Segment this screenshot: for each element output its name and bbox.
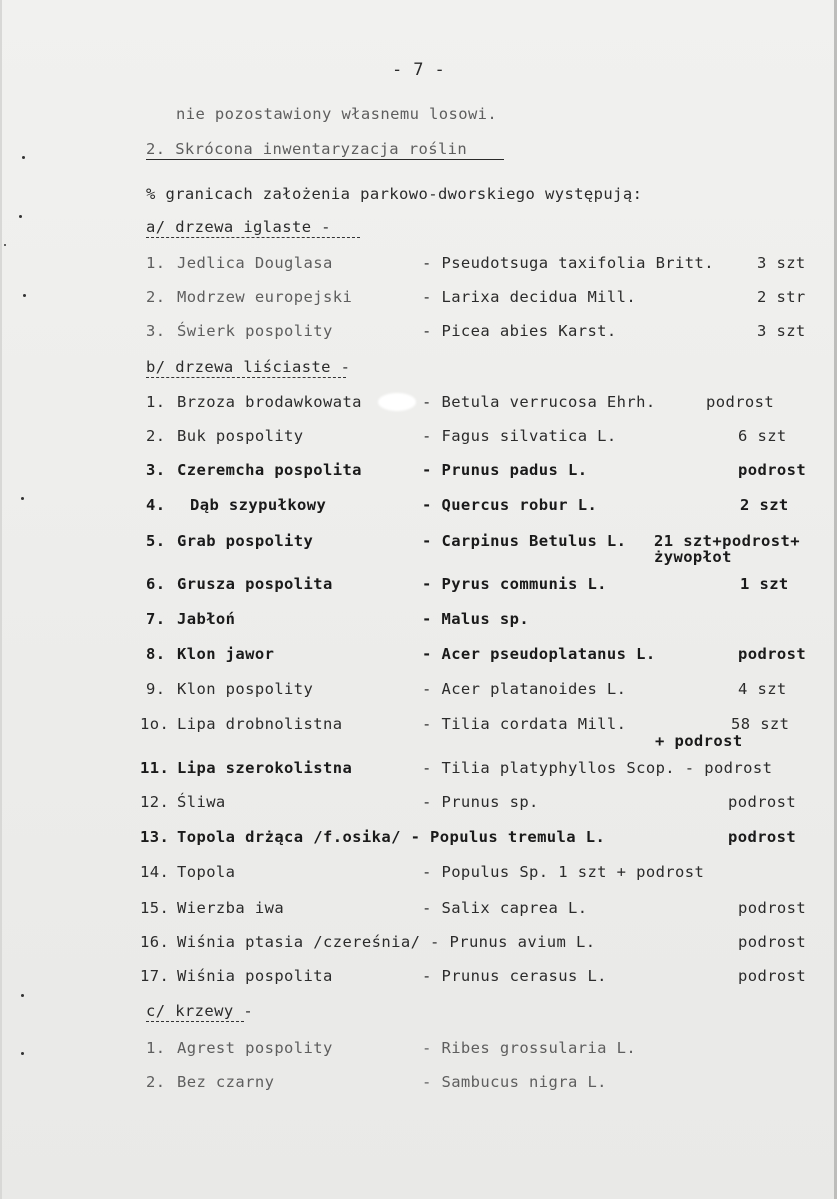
plant-name: Świerk pospolity bbox=[177, 322, 333, 340]
page-left-edge bbox=[0, 0, 2, 1199]
margin-speck bbox=[22, 156, 25, 159]
quantity: 3 szt bbox=[757, 254, 806, 272]
deciduous-heading: b/ drzewa liściaste - bbox=[146, 358, 351, 376]
intro-line: nie pozostawiony własnemu losowi. bbox=[176, 105, 498, 123]
plant-name: Klon pospolity bbox=[177, 680, 314, 698]
item-number: 3. bbox=[146, 322, 166, 340]
latin-name: - Prunus sp. bbox=[422, 793, 539, 811]
latin-name: - Prunus padus L. bbox=[422, 461, 588, 479]
margin-speck bbox=[21, 497, 24, 500]
plant-name: Brzoza brodawkowata bbox=[177, 393, 362, 411]
quantity: 2 str bbox=[757, 288, 806, 306]
margin-speck bbox=[19, 215, 22, 218]
plant-name: Agrest pospolity bbox=[177, 1039, 333, 1057]
plant-name: Jabłoń bbox=[177, 610, 236, 628]
latin-name: - Malus sp. bbox=[422, 610, 530, 628]
margin-speck bbox=[4, 244, 6, 246]
item-number: 1o. bbox=[140, 715, 170, 733]
plant-name: Lipa drobnolistna bbox=[177, 715, 343, 733]
latin-name: - Carpinus Betulus L. bbox=[422, 532, 627, 550]
shrubs-heading: c/ krzewy - bbox=[146, 1002, 254, 1020]
item-number: 3. bbox=[146, 461, 166, 479]
conifers-heading: a/ drzewa iglaste - bbox=[146, 218, 360, 238]
quantity: podrost bbox=[738, 899, 807, 917]
item-number: 15. bbox=[140, 899, 170, 917]
latin-name: - Salix caprea L. bbox=[422, 899, 588, 917]
paper-blemish bbox=[378, 393, 416, 411]
quantity: podrost bbox=[728, 793, 797, 811]
quantity: podrost bbox=[728, 828, 797, 846]
latin-name: - Pseudotsuga taxifolia Britt. bbox=[422, 254, 714, 272]
item-number: 1. bbox=[146, 254, 166, 272]
quantity: 3 szt bbox=[757, 322, 806, 340]
item-number: 12. bbox=[140, 793, 170, 811]
quantity: podrost bbox=[738, 967, 807, 985]
plant-name: Topola drżąca /f.osika/ - Populus tremula L. bbox=[177, 828, 606, 846]
latin-name: - Tilia cordata Mill. bbox=[422, 715, 627, 733]
latin-name: - Quercus robur L. bbox=[422, 496, 598, 514]
item-number: 14. bbox=[140, 863, 170, 881]
plant-name: Topola bbox=[177, 863, 236, 881]
margin-speck bbox=[21, 994, 24, 997]
quantity-continued: żywopłot bbox=[654, 548, 732, 566]
quantity-continued: + podrost bbox=[655, 732, 743, 750]
plant-name: Wiśnia ptasia /czereśnia/ - Prunus avium L. bbox=[177, 933, 596, 951]
plant-name: Wierzba iwa bbox=[177, 899, 285, 917]
plant-name: Klon jawor bbox=[177, 645, 275, 663]
plant-name: Bez czarny bbox=[177, 1073, 275, 1091]
quantity: 4 szt bbox=[738, 680, 787, 698]
latin-name: - Sambucus nigra L. bbox=[422, 1073, 607, 1091]
latin-name: - Betula verrucosa Ehrh. bbox=[422, 393, 656, 411]
item-number: 9. bbox=[146, 680, 166, 698]
page-number: - 7 - bbox=[392, 60, 446, 80]
plant-name: Czeremcha pospolita bbox=[177, 461, 362, 479]
plant-name: Jedlica Douglasa bbox=[177, 254, 333, 272]
latin-name: - Prunus cerasus L. bbox=[422, 967, 607, 985]
item-number: 8. bbox=[146, 645, 166, 663]
latin-name: - Larixa decidua Mill. bbox=[422, 288, 637, 306]
plant-name: Grab pospolity bbox=[177, 532, 314, 550]
plant-name: Grusza pospolita bbox=[177, 575, 333, 593]
latin-name: - Acer pseudoplatanus L. bbox=[422, 645, 656, 663]
quantity: 58 szt bbox=[731, 715, 790, 733]
latin-name: - Fagus silvatica L. bbox=[422, 427, 617, 445]
latin-name: - Pyrus communis L. bbox=[422, 575, 607, 593]
plant-name: Buk pospolity bbox=[177, 427, 304, 445]
plant-name: Modrzew europejski bbox=[177, 288, 353, 306]
item-number: 13. bbox=[140, 828, 170, 846]
item-number: 6. bbox=[146, 575, 166, 593]
item-number: 4. bbox=[146, 496, 166, 514]
quantity: podrost bbox=[738, 461, 807, 479]
item-number: 1. bbox=[146, 1039, 166, 1057]
margin-speck bbox=[23, 294, 26, 297]
item-number: 11. bbox=[140, 759, 170, 777]
latin-name: - Picea abies Karst. bbox=[422, 322, 617, 340]
section-heading: 2. Skrócona inwentaryzacja roślin bbox=[146, 140, 504, 160]
plant-name: Wiśnia pospolita bbox=[177, 967, 333, 985]
item-number: 2. bbox=[146, 1073, 166, 1091]
quantity: 21 szt+podrost+ bbox=[654, 532, 800, 550]
latin-name: - Populus Sp. 1 szt + podrost bbox=[422, 863, 705, 881]
item-number: 17. bbox=[140, 967, 170, 985]
item-number: 16. bbox=[140, 933, 170, 951]
latin-name: - Ribes grossularia L. bbox=[422, 1039, 637, 1057]
latin-name: - Acer platanoides L. bbox=[422, 680, 627, 698]
quantity: 6 szt bbox=[738, 427, 787, 445]
latin-name: - Tilia platyphyllos Scop. - podrost bbox=[422, 759, 773, 777]
quantity: 2 szt bbox=[740, 496, 789, 514]
plant-name: Dąb szypułkowy bbox=[190, 496, 327, 514]
lead-in-text: % granicach założenia parkowo-dworskiego występują: bbox=[146, 185, 643, 203]
plant-name: Śliwa bbox=[177, 793, 226, 811]
plant-name: Lipa szerokolistna bbox=[177, 759, 353, 777]
quantity: podrost bbox=[738, 645, 807, 663]
quantity: 1 szt bbox=[740, 575, 789, 593]
margin-speck bbox=[21, 1052, 24, 1055]
quantity: podrost bbox=[738, 933, 807, 951]
item-number: 7. bbox=[146, 610, 166, 628]
quantity: podrost bbox=[706, 393, 775, 411]
item-number: 2. bbox=[146, 288, 166, 306]
item-number: 2. bbox=[146, 427, 166, 445]
item-number: 5. bbox=[146, 532, 166, 550]
item-number: 1. bbox=[146, 393, 166, 411]
